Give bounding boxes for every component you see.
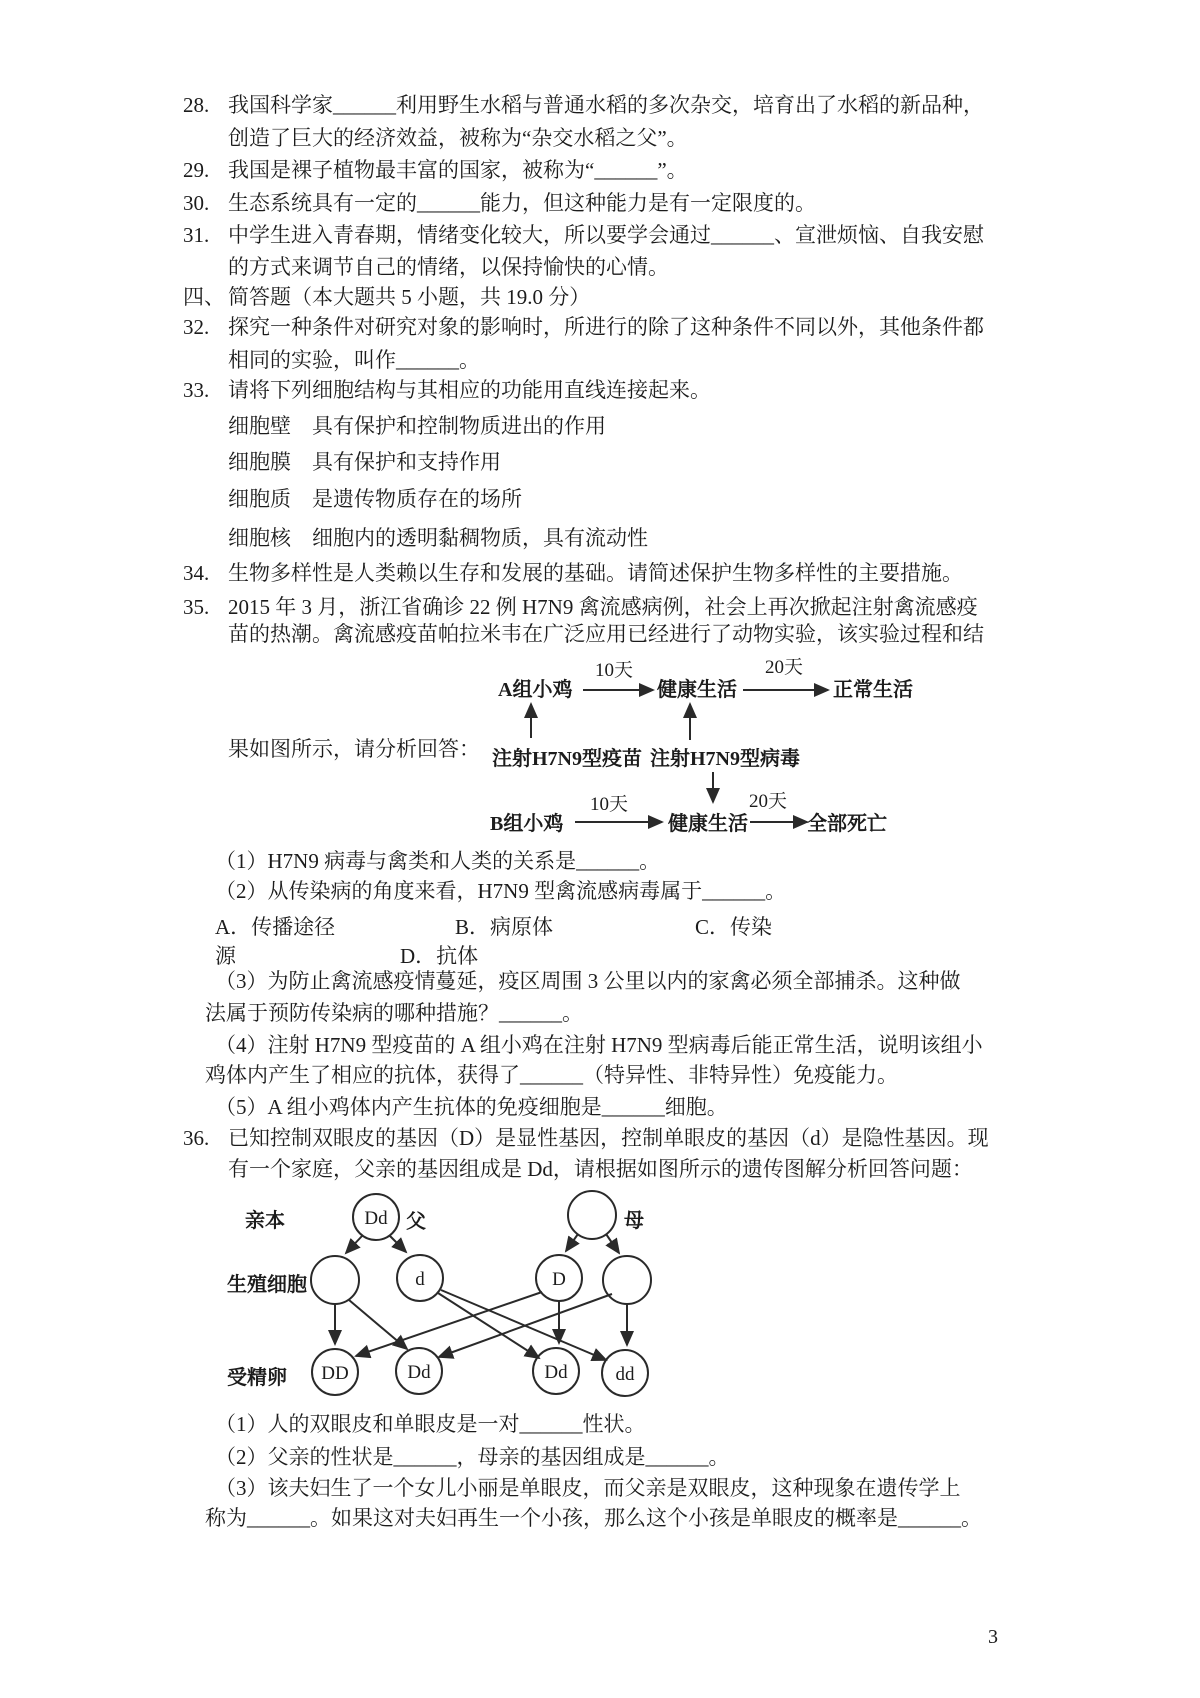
flow-label-inject-virus: 注射H7N9型病毒 [650,748,800,770]
question-33-number: 33. [183,378,210,402]
match-row-cytoplasm [228,487,522,512]
question-30-number: 30. [183,191,210,215]
question-35-number: 35. [183,595,210,619]
flow-intro-text: 果如图所示，请分析回答： [228,737,480,761]
question-28-number: 28. [183,93,210,117]
option-c: C．传染 [695,915,773,939]
match-term: 细胞质 [228,487,291,511]
question-35-sub-2: （2）从传染病的角度来看，H7N9 型禽流感病毒属于______。 [215,879,787,903]
question-31-line-1 [183,223,984,248]
zygote-2-genotype: Dd [407,1362,431,1383]
flow-node-group-a: A组小鸡 [498,679,573,701]
question-33-line-1 [183,378,711,403]
section-4-number: 四、 [183,285,225,309]
father-genotype: Dd [364,1208,388,1229]
question-31-text: 中学生进入青春期，情绪变化较大，所以要学会通过______、宣泄烦恼、自我安慰 [228,223,984,247]
question-34-line-1 [183,561,963,586]
pedigree-father-label: 父 [406,1211,426,1233]
question-35-sub-4-line-1: （4）注射 H7N9 型疫苗的 A 组小鸡在注射 H7N9 型病毒后能正常生活，说明该组小 [215,1033,983,1057]
flow-node-healthy-b: 健康生活 [668,813,748,835]
question-28-text: 我国科学家______利用野生水稻与普通水稻的多次杂交，培育出了水稻的新品种， [228,93,984,117]
question-36-sub-2: （2）父亲的性状是______，母亲的基因组成是______。 [215,1445,730,1469]
question-29-text: 我国是裸子植物最丰富的国家，被称为“______”。 [228,158,688,182]
question-29-number: 29. [183,158,210,182]
option-d: D．抗体 [400,944,479,968]
match-function: 具有保护和控制物质进出的作用 [312,414,606,438]
option-b: B．病原体 [455,915,554,939]
question-33-text: 请将下列细胞结构与其相应的功能用直线连接起来。 [228,378,711,402]
option-c-wrap: 源 [215,944,236,968]
question-31-number: 31. [183,223,210,247]
match-term: 细胞核 [228,526,291,550]
flow-label-inject-vaccine: 注射H7N9型疫苗 [492,748,642,770]
section-4-title: 简答题（本大题共 5 小题，共 19.0 分） [228,285,591,309]
pedigree-row-label-zygotes: 受精卵 [227,1367,287,1389]
flow-label-20-days-a: 20天 [765,657,804,678]
arrow-g2-z4 [441,1290,606,1360]
match-row-cell-wall [228,414,606,439]
flow-node-normal-life: 正常生活 [833,679,913,701]
match-row-cell-membrane [228,450,501,475]
question-35-text: 2015 年 3 月，浙江省确诊 22 例 H7N9 禽流感病例，社会上再次掀起注射禽流感疫 [228,595,978,619]
arrow-mother-gamete3 [566,1234,578,1251]
question-35-line-1 [183,595,978,620]
pedigree-graph [225,1190,685,1405]
question-32-number: 32. [183,315,210,339]
question-36-sub-1: （1）人的双眼皮和单眼皮是一对______性状。 [215,1412,646,1436]
match-function: 细胞内的透明黏稠物质，具有流动性 [312,526,648,550]
flow-node-healthy-a: 健康生活 [657,679,737,701]
question-35-sub-4-line-2: 鸡体内产生了相应的抗体，获得了______（特异性、非特异性）免疫能力。 [205,1063,898,1087]
question-36-text: 已知控制双眼皮的基因（D）是显性基因，控制单眼皮的基因（d）是隐性基因。现 [228,1126,989,1150]
pedigree-row-label-gametes: 生殖细胞 [227,1274,307,1296]
pedigree-row-label-parents: 亲本 [245,1210,285,1232]
question-31-line-2: 的方式来调节自己的情绪，以保持愉快的心情。 [228,255,669,279]
arrow-father-gamete1 [346,1236,362,1253]
gamete-circle-4 [603,1256,651,1304]
flow-label-10-days-b: 10天 [590,794,629,815]
section-4-header [183,285,590,310]
arrow-g3-z1 [356,1292,542,1356]
question-35-sub-3-line-2: 法属于预防传染病的哪种措施？______。 [205,1001,583,1025]
question-36-sub-3-line-2: 称为______。如果这对夫妇再生一个小孩，那么这个小孩是单眼皮的概率是______。 [205,1506,982,1530]
question-35-sub-1: （1）H7N9 病毒与禽类和人类的关系是______。 [215,849,661,873]
flow-label-20-days-b: 20天 [749,791,788,812]
arrow-father-gamete2 [390,1236,406,1252]
mother-circle [568,1191,616,1239]
question-29-line-1 [183,158,688,183]
question-36-number: 36. [183,1126,210,1150]
question-34-number: 34. [183,561,210,585]
zygote-1-genotype: DD [321,1363,349,1384]
question-35-sub-3-line-1: （3）为防止禽流感疫情蔓延，疫区周围 3 公里以内的家禽必须全部捕杀。这种做 [215,969,961,993]
match-row-nucleus [228,526,648,551]
question-35-sub-5: （5）A 组小鸡体内产生抗体的免疫细胞是______细胞。 [215,1095,728,1119]
pedigree-mother-label: 母 [624,1210,644,1232]
match-function: 是遗传物质存在的场所 [312,487,522,511]
question-28-line-1 [183,93,984,118]
question-35-line-2: 苗的热潮。禽流感疫苗帕拉米韦在广泛应用已经进行了动物实验，该实验过程和结 [228,622,984,646]
question-30-line-1 [183,191,816,216]
question-36-line-1 [183,1126,989,1151]
zygote-3-genotype: Dd [544,1362,568,1383]
arrow-g4-z2 [439,1294,612,1357]
option-a: A．传播途径 [215,915,336,939]
question-32-text: 探究一种条件对研究对象的影响时，所进行的除了这种条件不同以外，其他条件都 [228,315,984,339]
gamete-2-genotype: d [415,1269,425,1290]
flow-arrows [450,648,950,848]
match-term: 细胞膜 [228,450,291,474]
gamete-3-genotype: D [552,1269,566,1290]
flow-label-10-days-a: 10天 [595,660,634,681]
zygote-4-genotype: dd [615,1364,635,1385]
question-30-text: 生态系统具有一定的______能力，但这种能力是有一定限度的。 [228,191,816,215]
question-34-text: 生物多样性是人类赖以生存和发展的基础。请简述保护生物多样性的主要措施。 [228,561,963,585]
match-function: 具有保护和支持作用 [312,450,501,474]
flow-node-all-dead: 全部死亡 [807,813,887,835]
arrow-mother-gamete4 [606,1234,619,1253]
question-32-line-1 [183,315,984,340]
page-number: 3 [988,1626,998,1648]
question-32-line-2: 相同的实验，叫作______。 [228,348,480,372]
question-36-sub-3-line-1: （3）该夫妇生了一个女儿小丽是单眼皮，而父亲是双眼皮，这种现象在遗传学上 [215,1476,961,1500]
match-term: 细胞壁 [228,414,291,438]
flow-node-group-b: B组小鸡 [490,813,564,835]
question-28-line-2: 创造了巨大的经济效益，被称为“杂交水稻之父”。 [228,126,688,150]
question-36-line-2: 有一个家庭，父亲的基因组成是 Dd，请根据如图所示的遗传图解分析回答问题： [228,1157,973,1181]
gamete-circle-1 [311,1256,359,1304]
